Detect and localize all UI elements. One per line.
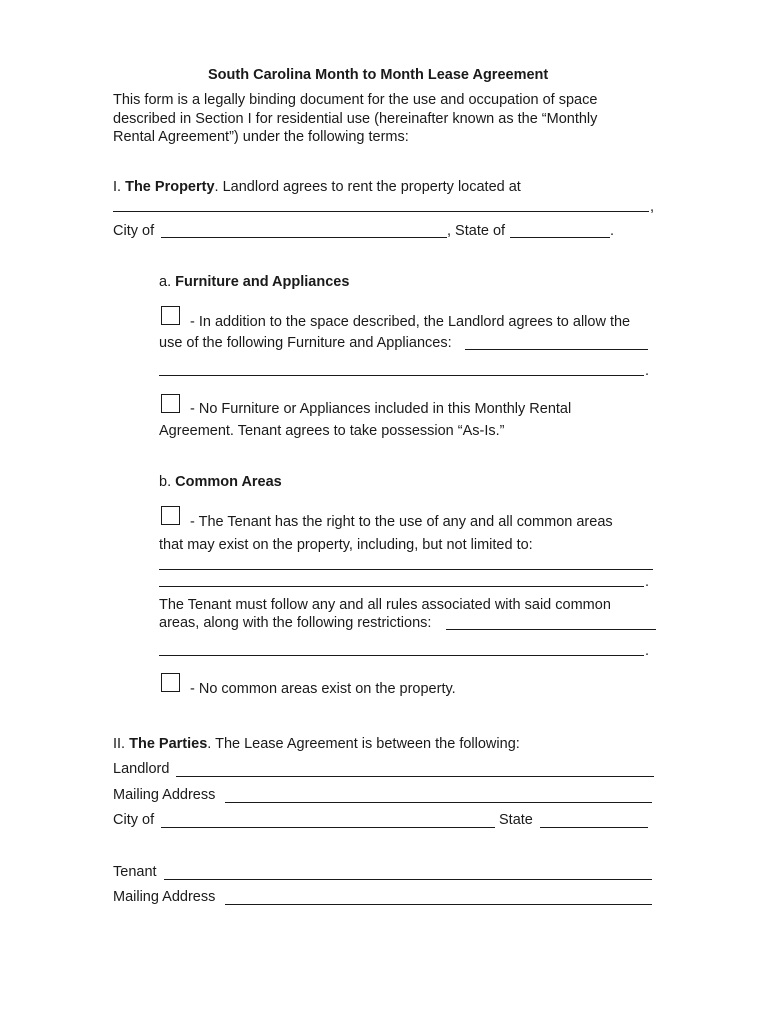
common-areas-list-period: . [645,574,650,590]
restrictions-period: . [645,643,650,659]
landlord-mailing-label: Mailing Address [113,787,216,803]
common-areas-included-line-2: that may exist on the property, including, but not limited to: [159,537,533,553]
property-address-comma: , [650,199,655,215]
property-state-field[interactable] [510,237,610,238]
no-furniture-checkbox[interactable] [161,394,180,413]
furniture-included-line-2: use of the following Furniture and Appliances: [159,335,452,351]
furniture-list-period: . [645,363,650,379]
section-1-number: I. [113,179,126,195]
section-2-heading-line [113,735,520,753]
section-1-text: . Landlord agrees to rent the property located at [214,179,521,195]
landlord-city-label: City of [113,812,155,828]
tenant-label: Tenant [113,864,157,880]
landlord-state-field[interactable] [540,827,648,828]
property-address-field[interactable] [113,211,649,212]
furniture-heading-line [159,273,349,291]
section-2-text: . The Lease Agreement is between the following: [207,736,520,752]
intro-line-2: described in Section I for residential use (hereinafter known as the “Monthly [113,111,598,127]
document-title: South Carolina Month to Month Lease Agreement [208,67,549,83]
tenant-name-field[interactable] [164,879,652,880]
no-furniture-line-2: Agreement. Tenant agrees to take possession “As-Is.” [159,423,505,439]
common-areas-heading-line [159,473,282,491]
landlord-mailing-address-field[interactable] [225,802,652,803]
furniture-prefix: a. [159,274,176,290]
landlord-city-field[interactable] [161,827,495,828]
landlord-name-field[interactable] [176,776,654,777]
section-1-heading-line [113,178,521,196]
restrictions-field-1[interactable] [446,629,656,630]
common-areas-included-line-1: - The Tenant has the right to the use of any and all common areas [190,514,613,530]
furniture-list-field-1[interactable] [465,349,648,350]
tenant-mailing-address-field[interactable] [225,904,652,905]
property-city-label: City of [113,223,155,239]
common-areas-list-field-1[interactable] [159,569,653,570]
property-city-field[interactable] [161,237,447,238]
no-common-areas-checkbox[interactable] [161,673,180,692]
common-areas-rules-line-2: areas, along with the following restrictions: [159,615,432,631]
landlord-state-label: State [499,812,533,828]
furniture-included-line-1: - In addition to the space described, the Landlord agrees to allow the [190,314,631,330]
furniture-included-checkbox[interactable] [161,306,180,325]
no-furniture-line-1: - No Furniture or Appliances included in this Monthly Rental [190,401,572,417]
section-2-number: II. [113,736,130,752]
section-2-heading: The Parties [129,736,208,752]
restrictions-field-2[interactable] [159,655,644,656]
common-areas-included-checkbox[interactable] [161,506,180,525]
furniture-list-field-2[interactable] [159,375,644,376]
no-common-areas-label: - No common areas exist on the property. [190,681,456,697]
common-areas-rules-line-1: The Tenant must follow any and all rules associated with said common [159,597,611,613]
intro-line-3: Rental Agreement”) under the following terms: [113,129,409,145]
common-areas-list-field-2[interactable] [159,586,644,587]
section-1-heading: The Property [125,179,215,195]
tenant-mailing-label: Mailing Address [113,889,216,905]
property-state-label: , State of [447,223,506,239]
property-state-period: . [610,223,615,239]
furniture-heading: Furniture and Appliances [175,274,350,290]
intro-line-1: This form is a legally binding document for the use and occupation of space [113,92,598,108]
landlord-label: Landlord [113,761,170,777]
common-areas-prefix: b. [159,474,176,490]
common-areas-heading: Common Areas [175,474,282,490]
